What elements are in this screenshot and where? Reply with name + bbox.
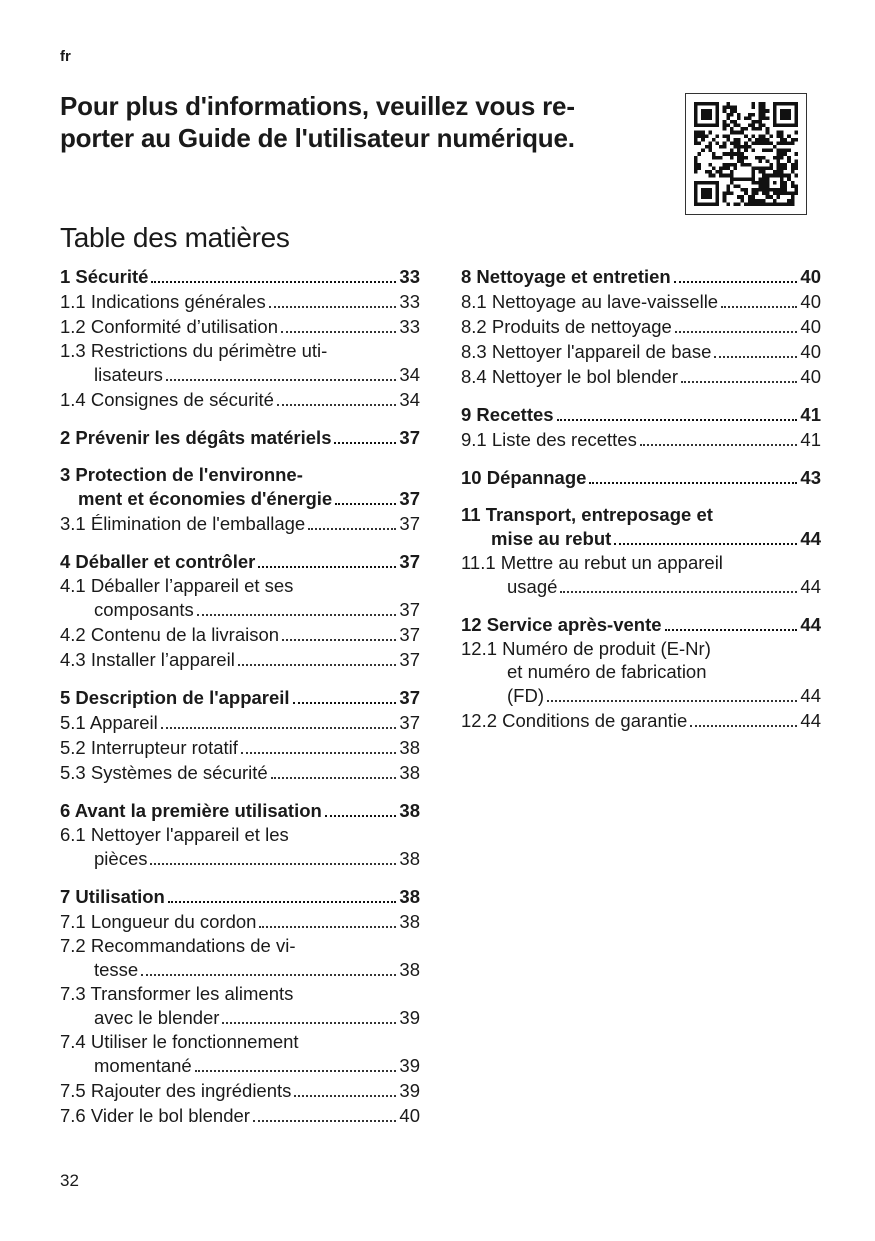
toc-entry-label: 2 Prévenir les dégâts matériels [60, 427, 332, 448]
toc-page-number: 37 [399, 624, 420, 645]
toc-entry-label: 8.3 Nettoyer l'appareil de base [461, 341, 712, 362]
toc-entry-label: 5.2 Interrupteur rotatif [60, 737, 238, 758]
qr-code[interactable] [685, 93, 807, 215]
toc-entry-continuation [60, 463, 420, 486]
toc-page-number: 38 [399, 959, 420, 980]
toc-page-number: 37 [399, 649, 420, 670]
toc-entry-continuation [60, 1030, 420, 1053]
toc-subsection-entry[interactable] [60, 511, 420, 536]
toc-entry-continuation [60, 934, 420, 957]
toc-page-number: 34 [399, 364, 420, 385]
toc-subsection-entry[interactable] [60, 289, 420, 314]
dot-leader [334, 442, 396, 444]
toc-chapter-entry[interactable] [60, 884, 420, 909]
toc-chapter-entry[interactable] [60, 685, 420, 710]
toc-section [461, 264, 821, 389]
toc-page-number: 44 [800, 685, 821, 706]
toc-title: Table des matières [60, 222, 290, 253]
toc-entry-label: 6 Avant la première utilisation [60, 800, 322, 821]
toc-entry-continuation [461, 637, 821, 660]
toc-page-number: 44 [800, 614, 821, 635]
toc-page-number: 40 [800, 341, 821, 362]
toc-page-number: 38 [399, 800, 420, 821]
toc-entry-label-line: 6.1 Nettoyer l'appareil et les [60, 824, 289, 845]
dot-leader [674, 281, 798, 283]
toc-entry-label: 8.2 Produits de nettoyage [461, 316, 672, 337]
toc-page-number: 40 [800, 366, 821, 387]
toc-entry-label-line: 3 Protection de l'environne- [60, 464, 303, 485]
toc-chapter-entry[interactable] [461, 526, 821, 551]
toc-entry-continuation [461, 551, 821, 574]
qr-modules [694, 102, 798, 206]
dot-leader [259, 926, 396, 928]
dot-leader [258, 566, 396, 568]
toc-entry-label: 8.4 Nettoyer le bol blender [461, 366, 678, 387]
toc-page-number: 37 [399, 599, 420, 620]
toc-entry-continuation [60, 823, 420, 846]
toc-column-left [60, 264, 420, 1141]
toc-section [60, 463, 420, 536]
toc-entry-label: 3.1 Élimination de l'emballage [60, 513, 306, 534]
dot-leader [675, 331, 798, 333]
dot-leader [161, 727, 397, 729]
toc-chapter-entry[interactable] [461, 465, 821, 490]
toc-page-number: 33 [399, 316, 420, 337]
toc-subsection-entry[interactable] [461, 314, 821, 339]
toc-entry-continuation [461, 503, 821, 526]
toc-entry-label-line: 11 Transport, entreposage et [461, 504, 713, 525]
toc-entry-label: 7 Utilisation [60, 886, 165, 907]
toc-page-number: 37 [399, 427, 420, 448]
language-code: fr [60, 48, 71, 65]
toc-entry-label-line: 7.4 Utiliser le fonctionnement [60, 1031, 299, 1052]
toc-subsection-entry[interactable] [60, 846, 420, 871]
toc-page-number: 39 [399, 1080, 420, 1101]
toc-section [461, 465, 821, 490]
toc-entry-label: 5.3 Systèmes de sécurité [60, 762, 268, 783]
toc-section [60, 264, 420, 412]
dot-leader [222, 1022, 396, 1024]
toc-subsection-entry[interactable] [461, 289, 821, 314]
toc-page-number: 41 [800, 404, 821, 425]
toc-entry-label: 7.5 Rajouter des ingrédients [60, 1080, 292, 1101]
toc-page-number: 40 [800, 266, 821, 287]
toc-entry-label: 10 Dépannage [461, 467, 587, 488]
toc-subsection-entry[interactable] [461, 364, 821, 389]
toc-page-number: 40 [800, 316, 821, 337]
toc-subsection-entry[interactable] [461, 574, 821, 599]
qr-code-icon [694, 102, 798, 206]
dot-leader [325, 815, 397, 817]
toc-entry-label-line: 7.3 Transformer les aliments [60, 983, 294, 1004]
toc-entry-label: 8 Nettoyage et entretien [461, 266, 671, 287]
toc-section [60, 685, 420, 785]
dot-leader [640, 444, 798, 446]
toc-entry-label: 7.6 Vider le bol blender [60, 1105, 250, 1126]
toc-page-number: 37 [399, 712, 420, 733]
toc-page-number: 39 [399, 1007, 420, 1028]
toc-entry-label: 4.3 Installer l’appareil [60, 649, 235, 670]
toc-subsection-entry[interactable] [60, 1103, 420, 1128]
toc-entry-label: composants [94, 599, 194, 620]
dot-leader [294, 1095, 396, 1097]
toc-page-number: 33 [399, 291, 420, 312]
toc-entry-label: pièces [94, 848, 148, 869]
dot-leader [168, 901, 397, 903]
toc-subsection-entry[interactable] [60, 597, 420, 622]
toc-entry-label: 12 Service après-vente [461, 614, 662, 635]
toc-page-number: 38 [399, 848, 420, 869]
toc-section [60, 884, 420, 1128]
dot-leader [269, 306, 397, 308]
dot-leader [241, 752, 397, 754]
toc-chapter-entry[interactable] [461, 402, 821, 427]
toc-entry-label: 5.1 Appareil [60, 712, 158, 733]
dot-leader [589, 482, 797, 484]
dot-leader [681, 381, 797, 383]
toc-subsection-entry[interactable] [461, 427, 821, 452]
digital-guide-headline [60, 90, 660, 154]
toc-page-number: 44 [800, 576, 821, 597]
toc-subsection-entry[interactable] [60, 1053, 420, 1078]
dot-leader [614, 543, 797, 545]
toc-page-number: 37 [399, 513, 420, 534]
toc-subsection-entry[interactable] [60, 760, 420, 785]
toc-entry-label: 9.1 Liste des recettes [461, 429, 637, 450]
toc-chapter-entry[interactable] [461, 612, 821, 637]
toc-entry-label: 1.4 Consignes de sécurité [60, 389, 274, 410]
toc-section [461, 402, 821, 452]
toc-entry-label-line: 4.1 Déballer l’appareil et ses [60, 575, 294, 596]
toc-entry-label: 1.1 Indications générales [60, 291, 266, 312]
headline-line-1: Pour plus d'informations, veuillez vous re- [60, 91, 575, 121]
toc-subsection-entry[interactable] [60, 909, 420, 934]
toc-subsection-entry[interactable] [60, 1005, 420, 1030]
page-number: 32 [60, 1171, 79, 1190]
toc-chapter-entry[interactable] [60, 549, 420, 574]
toc-page-number: 44 [800, 528, 821, 549]
toc-section [461, 503, 821, 599]
toc-page-number: 44 [800, 710, 821, 731]
dot-leader [277, 404, 397, 406]
toc-entry-label: (FD) [507, 685, 544, 706]
toc-page-number: 40 [800, 291, 821, 312]
toc-entry-label: avec le blender [94, 1007, 220, 1028]
dot-leader [721, 306, 797, 308]
toc-page-number: 38 [399, 886, 420, 907]
toc-chapter-entry[interactable] [461, 264, 821, 289]
toc-page-number: 38 [399, 911, 420, 932]
toc-entry-label-line: 1.3 Restrictions du périmètre uti- [60, 340, 328, 361]
toc-subsection-entry[interactable] [60, 314, 420, 339]
dot-leader [271, 777, 397, 779]
toc-subsection-entry[interactable] [60, 710, 420, 735]
toc-entry-label-line: 12.1 Numéro de produit (E-Nr) [461, 638, 711, 659]
toc-page-number: 37 [399, 551, 420, 572]
dot-leader [238, 664, 397, 666]
toc-column-right [461, 264, 821, 746]
toc-entry-label: 4 Déballer et contrôler [60, 551, 256, 572]
toc-page-number: 37 [399, 488, 420, 509]
dot-leader [141, 974, 396, 976]
toc-page-number: 38 [399, 762, 420, 783]
toc-section [461, 612, 821, 733]
toc-entry-label: 9 Recettes [461, 404, 554, 425]
dot-leader [308, 528, 396, 530]
toc-page-number: 40 [399, 1105, 420, 1126]
toc-section [60, 549, 420, 672]
toc-subsection-entry[interactable] [60, 735, 420, 760]
toc-entry-label: 5 Description de l'appareil [60, 687, 290, 708]
toc-entry-continuation [60, 339, 420, 362]
toc-entry-label: usagé [507, 576, 558, 597]
toc-subsection-entry[interactable] [461, 683, 821, 708]
dot-leader [560, 591, 797, 593]
toc-entry-label: 7.1 Longueur du cordon [60, 911, 257, 932]
toc-chapter-entry[interactable] [60, 798, 420, 823]
toc-subsection-entry[interactable] [60, 622, 420, 647]
toc-page-number: 33 [399, 266, 420, 287]
dot-leader [166, 379, 397, 381]
toc-subsection-entry[interactable] [60, 1078, 420, 1103]
toc-subsection-entry[interactable] [60, 957, 420, 982]
dot-leader [690, 725, 797, 727]
toc-chapter-entry[interactable] [60, 425, 420, 450]
toc-page-number: 37 [399, 687, 420, 708]
dot-leader [665, 629, 798, 631]
toc-entry-continuation [461, 660, 821, 683]
toc-subsection-entry[interactable] [461, 708, 821, 733]
dot-leader [253, 1120, 396, 1122]
toc-subsection-entry[interactable] [60, 387, 420, 412]
toc-entry-label: 4.2 Contenu de la livraison [60, 624, 280, 645]
toc-entry-label: tesse [94, 959, 139, 980]
toc-entry-label-line: 7.2 Recommandations de vi- [60, 935, 296, 956]
toc-page-number: 43 [800, 467, 821, 488]
toc-entry-label: momentané [94, 1055, 192, 1076]
toc-entry-label-line: 11.1 Mettre au rebut un appareil [461, 552, 723, 573]
toc-entry-label: mise au rebut [491, 528, 612, 549]
toc-entry-label: 12.2 Conditions de garantie [461, 710, 688, 731]
toc-page-number: 38 [399, 737, 420, 758]
toc-entry-label: lisateurs [94, 364, 163, 385]
dot-leader [197, 614, 397, 616]
dot-leader [714, 356, 797, 358]
toc-chapter-entry[interactable] [60, 486, 420, 511]
dot-leader [151, 281, 396, 283]
toc-entry-label: 1.2 Conformité d’utilisation [60, 316, 278, 337]
dot-leader [547, 700, 797, 702]
toc-page-number: 34 [399, 389, 420, 410]
toc-subsection-entry[interactable] [60, 362, 420, 387]
toc-subsection-entry[interactable] [461, 339, 821, 364]
dot-leader [557, 419, 798, 421]
toc-entry-continuation [60, 982, 420, 1005]
toc-entry-label: 1 Sécurité [60, 266, 149, 287]
dot-leader [281, 331, 396, 333]
toc-page-number: 41 [800, 429, 821, 450]
dot-leader [335, 503, 396, 505]
toc-entry-continuation [60, 574, 420, 597]
toc-page-number: 39 [399, 1055, 420, 1076]
dot-leader [282, 639, 396, 641]
toc-section [60, 798, 420, 871]
toc-entry-label: 8.1 Nettoyage au lave-vaisselle [461, 291, 719, 312]
toc-entry-label: ment et économies d'énergie [78, 488, 333, 509]
toc-chapter-entry[interactable] [60, 264, 420, 289]
toc-section [60, 425, 420, 450]
dot-leader [195, 1070, 397, 1072]
dot-leader [150, 863, 396, 865]
toc-subsection-entry[interactable] [60, 647, 420, 672]
headline-line-2: porter au Guide de l'utilisateur numérique. [60, 123, 575, 153]
toc-entry-label-line: et numéro de fabrication [507, 661, 707, 682]
dot-leader [293, 702, 397, 704]
